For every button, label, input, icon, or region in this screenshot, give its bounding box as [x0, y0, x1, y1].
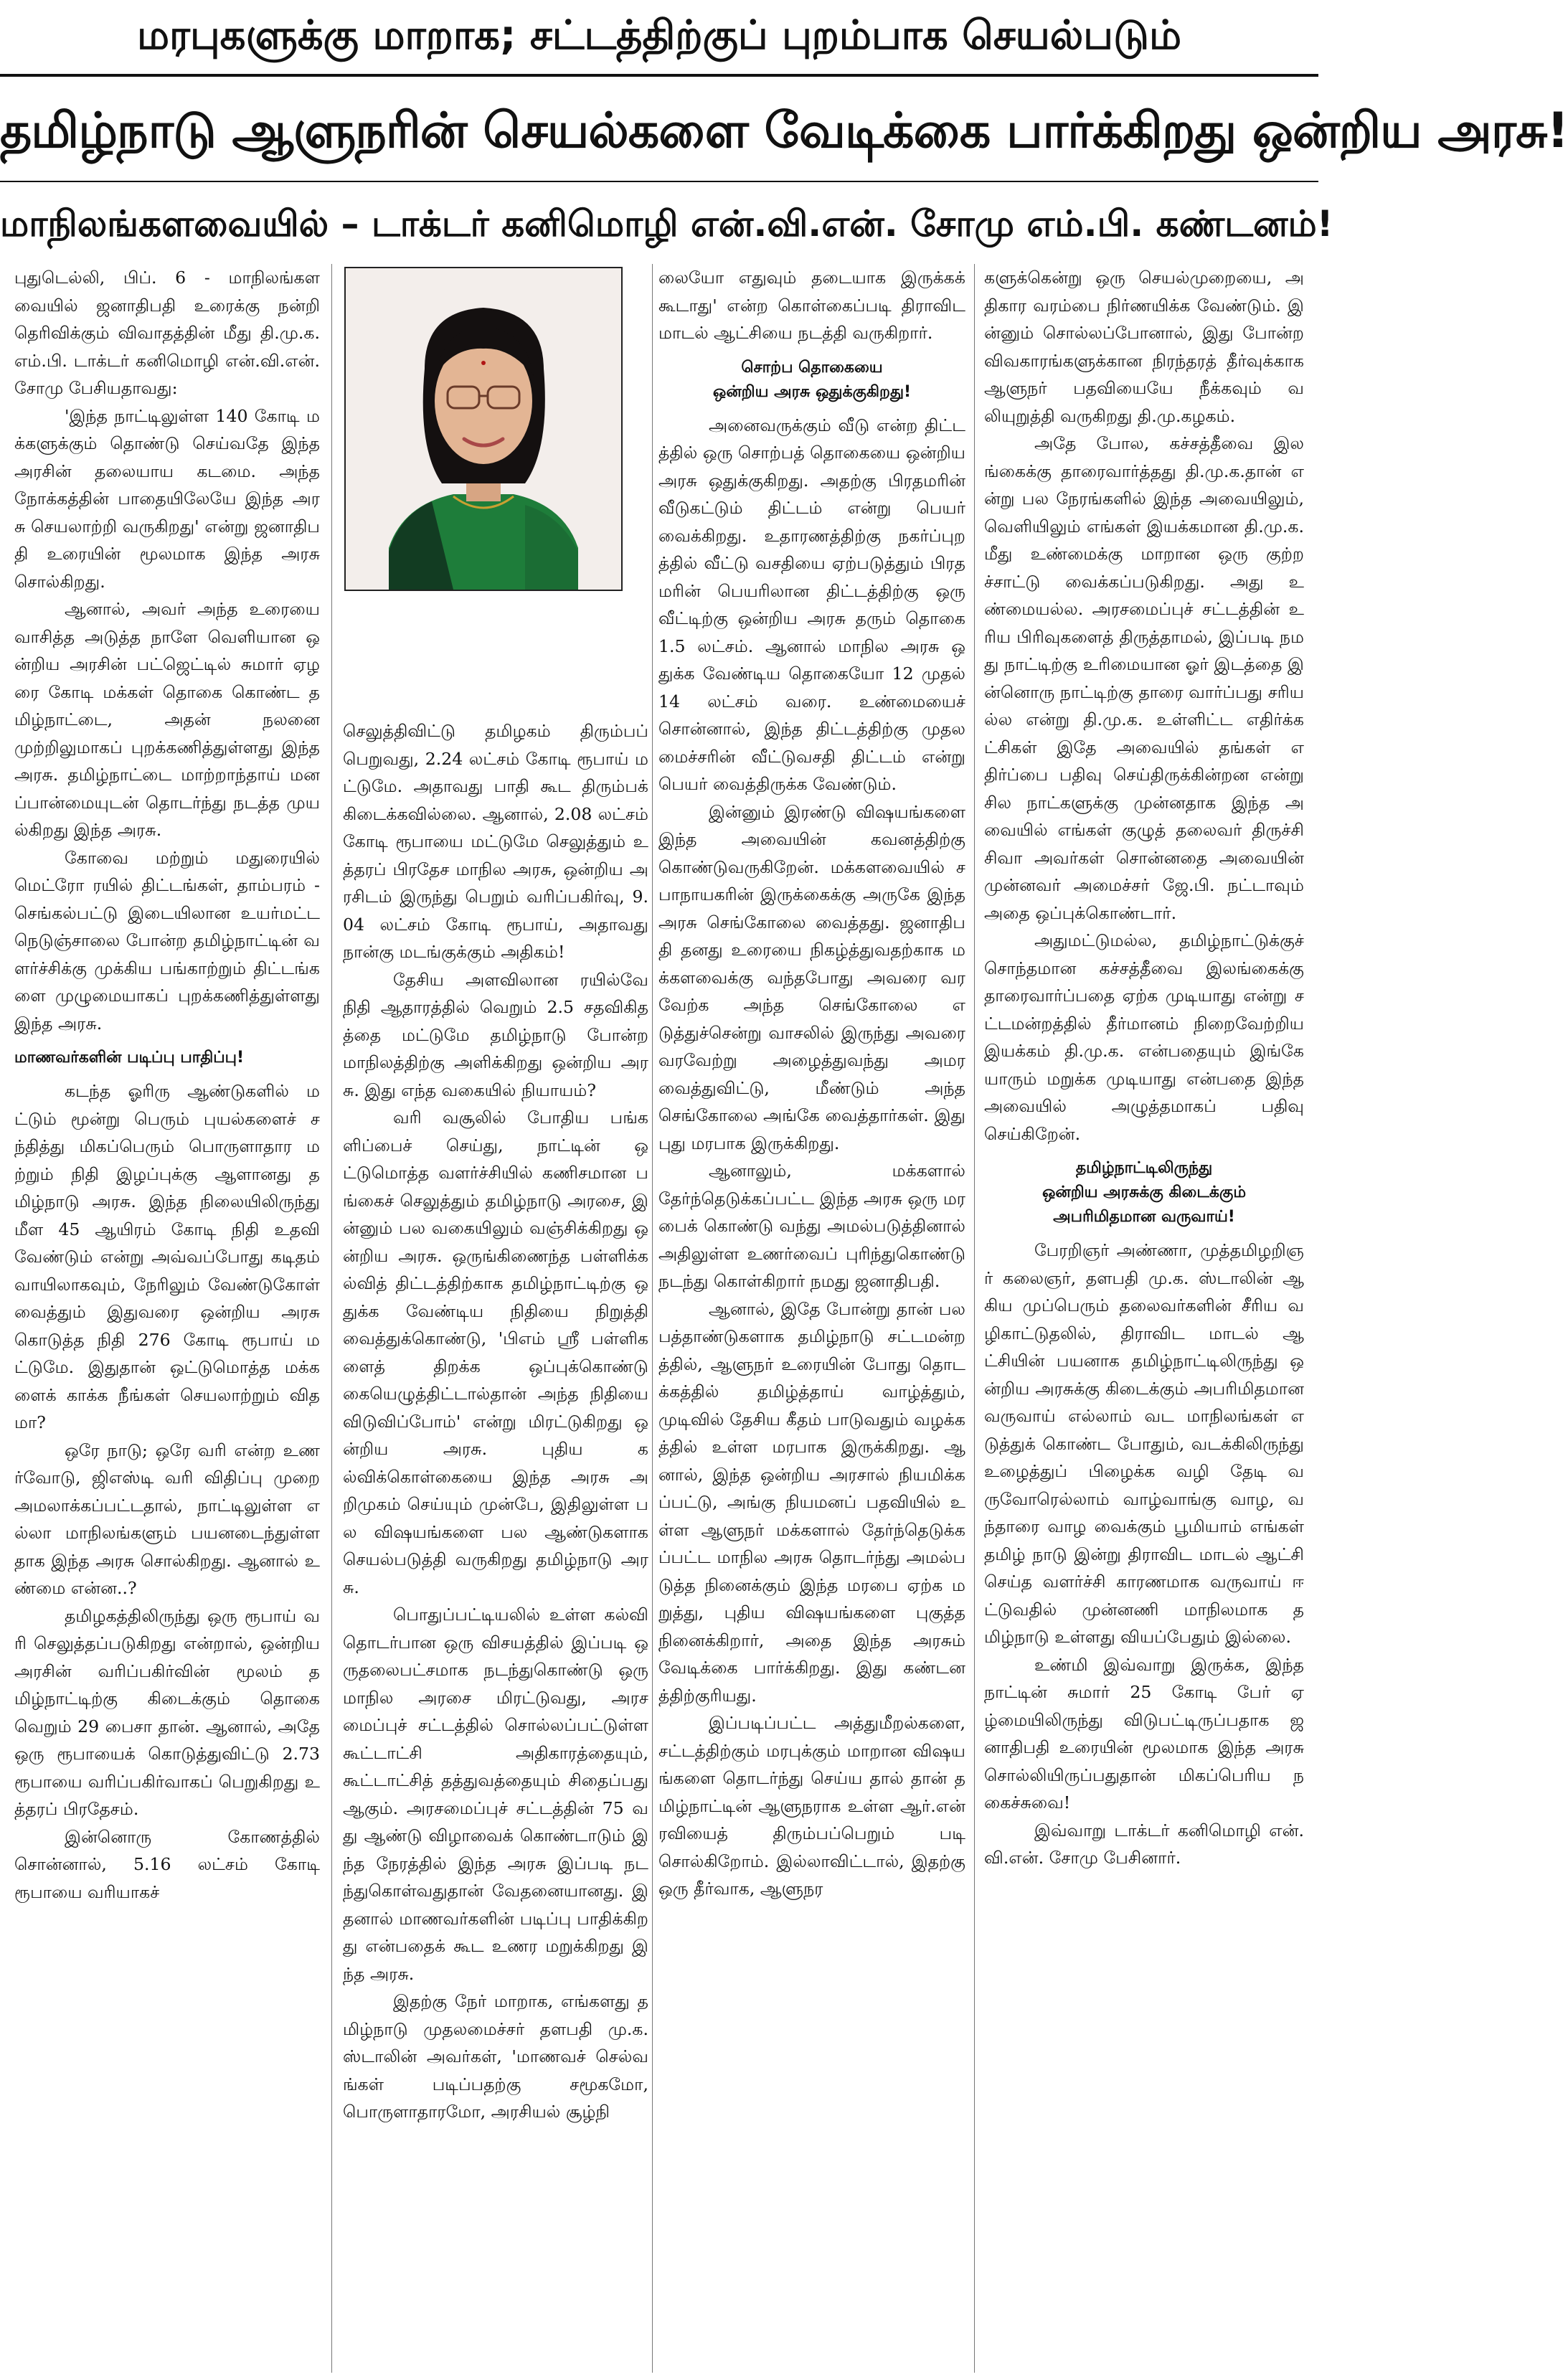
subheading-line: அபரிமிதமான வருவாய்!: [1053, 1208, 1235, 1226]
paragraph: உண்மி இவ்வாறு இருக்க, இந்த நாட்டின் சுமார் 25 கோடி பேர் ஏழ்மையிலிருந்து விடுபட்டிருப்பதாக ஜனாதிபதி உரையின் மூலமாக இந்த அரசு சொல்லியிருப்பதுதான் மிகப்பெரிய நகைச்சுவை!: [984, 1654, 1304, 1813]
paragraph: பொதுப்பட்டியலில் உள்ள கல்வி தொடர்பான ஒரு விசயத்தில் இப்படி ஒருதலைபட்சமாக நடந்துகொண்டு ஒரு மாநில அரசை மிரட்டுவது, அரசமைப்புச் சட்டத்தில் சொல்லப்பட்டுள்ள கூட்டாட்சி அதிகாரத்தையும், கூட்டாட்சித் தத்துவத்தையும் சிதைப்பது ஆகும். அரசமைப்புச் சட்டத்தின் 75 வது ஆண்டு விழாவைக் கொண்டாடும் இந்த நேரத்தில் இந்த அரசு இப்படி நடந்துகொள்வதுதான் வேதனையானது. இதனால் மாணவர்களின் படிப்பு பாதிக்கிறது என்பதைக் கூட உணர மறுக்கிறது இந்த அரசு.: [343, 1605, 648, 1984]
paragraph: இதற்கு நேர் மாறாக, எங்களது தமிழ்நாடு முதலமைச்சர் தளபதி மு.க. ஸ்டாலின் அவர்கள், 'மாணவச் செல்வங்கள் படிப்பதற்கு சமூகமோ, பொருளாதாரமோ, அரசியல் சூழ்நி: [343, 1991, 648, 2122]
paragraph: பேரறிஞர் அண்ணா, முத்தமிழறிஞர் கலைஞர், தளபதி மு.க. ஸ்டாலின் ஆகிய முப்பெரும் தலைவர்களின் சீரிய வழிகாட்டுதலில், திராவிட மாடல் ஆட்சியின் பயனாக தமிழ்நாட்டிலிருந்து ஒன்றிய அரசுக்கு கிடைக்கும் அபரிமிதமான வருவாய் எல்லாம் வட மாநிலங்கள் எடுத்துக் கொண்ட போதும், வடக்கிலிருந்து உழைத்துப் பிழைக்க வழி தேடி வருவோரெல்லாம் வாழ்வாங்கு வாழ, வந்தாரை வாழ வைக்கும் பூமியாம் எங்கள் தமிழ் நாடு இன்று திராவிட மாடல் ஆட்சி செய்த வளர்ச்சி காரணமாக வருவாய் ஈட்டுவதில் முன்னணி மாநிலமாக தமிழ்நாடு உள்ளது வியப்பேதும் இல்லை.: [984, 1240, 1304, 1647]
subheading-line: ஒன்றிய அரசுக்கு கிடைக்கும்: [1042, 1183, 1247, 1201]
paragraph: கோவை மற்றும் மதுரையில் மெட்ரோ ரயில் திட்டங்கள், தாம்பரம் - செங்கல்பட்டு இடையிலான உயர்மட்ட நெடுஞ்சாலை போன்ற தமிழ்நாட்டின் வளர்ச்சிக்கு முக்கிய பங்காற்றும் திட்டங்களை முழுமையாகப் புறக்கணித்துள்ளது இந்த அரசு.: [14, 847, 320, 1034]
section-subheading: [658, 356, 965, 405]
subheading-line: ஒன்றிய அரசு ஒதுக்குகிறது!: [712, 382, 912, 401]
paragraph: ஆனால், இதே போன்று தான் பல பத்தாண்டுகளாக தமிழ்நாடு சட்டமன்றத்தில், ஆளுநர் உரையின் போது தொடக்கத்தில் தமிழ்த்தாய் வாழ்த்தும், முடிவில் தேசிய கீதம் பாடுவதும் வழக்கத்தில் உள்ள மரபாக இருக்கிறது. ஆனால், இந்த ஒன்றிய அரசால் நியமிக்கப்பட்டு, அங்கு நியமனப் பதவியில் உள்ள ஆளுநர் மக்களால் தேர்ந்தெடுக்கப்பட்ட மாநில அரசு தொடர்ந்து அமல்படுத்த நினைக்கும் இந்த மரபை ஏற்க மறுத்து, புதிய விஷயங்களை புகுத்த நினைக்கிறார், அதை இந்த அரசும் வேடிக்கை பார்க்கிறது. இது கண்டனத்திற்குரியது.: [658, 1298, 965, 1706]
paragraph: அதே போல, கச்சத்தீவை இலங்கைக்கு தாரைவார்த்தது தி.மு.க.தான் என்று பல நேரங்களில் இந்த அவையிலும், வெளியிலும் எங்கள் இயக்கமான தி.மு.க. மீது உண்மைக்கு மாறான ஒரு குற்றச்சாட்டு வைக்கப்படுகிறது. அது உண்மையல்ல. அரசமைப்புச் சட்டத்தின் உரிய பிரிவுகளைத் திருத்தாமல், இப்படி நமது நாட்டிற்கு உரிமையான ஓர் இடத்தை இன்னொரு நாட்டிற்கு தாரை வார்ப்பது சரியல்ல என்று தி.மு.க. உள்ளிட்ட எதிர்க்கட்சிகள் இதே அவையில் தங்கள் எதிர்ப்பை பதிவு செய்திருக்கின்றன என்று சில நாட்களுக்கு முன்னதாக இந்த அவையில் எங்கள் குழுத் தலைவர் திருச்சி சிவா அவர்கள் சொன்னதை அவையின் முன்னவர் அமைச்சர் ஜே.பி. நட்டாவும் அதை ஒப்புக்கொண்டார்.: [984, 433, 1304, 923]
headline-rule: [0, 181, 1318, 182]
paragraph: வரி வசூலில் போதிய பங்களிப்பைச் செய்து, நாட்டின் ஒட்டுமொத்த வளர்ச்சியில் கணிசமான பங்கைச் செலுத்தும் தமிழ்நாடு அரசை, இன்னும் பல வகையிலும் வஞ்சிக்கிறது ஒன்றிய அரசு. ஒருங்கிணைந்த பள்ளிக்கல்வித் திட்டத்திற்காக தமிழ்நாட்டிற்கு ஒதுக்க வேண்டிய நிதியை நிறுத்தி வைத்துக்கொண்டு, 'பிஎம் ஸ்ரீ பள்ளிகளைத் திறக்க ஒப்புக்கொண்டு கையெழுத்திட்டால்தான் அந்த நிதியை விடுவிப்போம்' என்று மிரட்டுகிறது ஒன்றிய அரசு. புதிய கல்விக்கொள்கையை இந்த அரசு அறிமுகம் செய்யும் முன்பே, இதிலுள்ள பல விஷயங்களை பல ஆண்டுகளாக செயல்படுத்தி வருகிறது தமிழ்நாடு அரசு.: [343, 1107, 648, 1597]
paragraph: கடந்த ஓரிரு ஆண்டுகளில் மட்டும் மூன்று பெரும் புயல்களைச் சந்தித்து மிகப்பெரும் பொருளாதார மற்றும் நிதி இழப்புக்கு ஆளானது தமிழ்நாடு அரசு. இந்த நிலையிலிருந்து மீள 45 ஆயிரம் கோடி நிதி உதவி வேண்டும் என்று அவ்வப்போது கடிதம் வாயிலாகவும், நேரிலும் வேண்டுகோள் வைத்தும் இதுவரை ஒன்றிய அரசு கொடுத்த நிதி 276 கோடி ரூபாய் மட்டுமே. இதுதான் ஒட்டுமொத்த மக்களைக் காக்க நீங்கள் செயலாற்றும் விதமா?: [14, 1081, 320, 1432]
column-divider: [652, 264, 653, 2373]
kicker-rule: [0, 74, 1318, 77]
paragraph: இன்னும் இரண்டு விஷயங்களை இந்த அவையின் கவனத்திற்கு கொண்டுவருகிறேன். மக்களவையில் சபாநாயகரின் இருக்கைக்கு அருகே இந்த அரசு செங்கோலை வைத்தது. ஜனாதிபதி தனது உரையை நிகழ்த்துவதற்காக மக்களவைக்கு வந்தபோது அவரை வரவேற்க அந்த செங்கோலை எடுத்துச்சென்று வாசலில் இருந்து அவரை வரவேற்று அழைத்துவந்து அமர வைத்துவிட்டு, மீண்டும் அந்த செங்கோலை அங்கே வைத்தார்கள். இது புது மரபாக இருக்கிறது.: [658, 801, 965, 1153]
paragraph: ஆனாலும், மக்களால் தேர்ந்தெடுக்கப்பட்ட இந்த அரசு ஒரு மரபைக் கொண்டு வந்து அமல்படுத்தினால் அதிலுள்ள உணர்வைப் புரிந்துகொண்டு நடந்து கொள்கிறார் நமது ஜனாதிபதி.: [658, 1161, 965, 1291]
subheading-line: சொற்ப தொகையை: [741, 358, 883, 377]
portrait-photo-icon: [346, 268, 621, 590]
paragraph: களுக்கென்று ஒரு செயல்முறையை, அதிகார வரம்பை நிர்ணயிக்க வேண்டும். இன்னும் சொல்லப்போனால், இது போன்ற விவகாரங்களுக்கான நிரந்தரத் தீர்வுக்காக ஆளுநர் பதவியையே நீக்கவும் வலியுறுத்தி வருகிறது தி.மு.கழகம்.: [984, 268, 1304, 426]
column-divider: [331, 264, 332, 2373]
main-headline: தமிழ்நாடு ஆளுநரின் செயல்களை வேடிக்கை பார்க்கிறது ஒன்றிய அரசு!: [0, 103, 1568, 159]
paragraph: இன்னொரு கோணத்தில் சொன்னால், 5.16 லட்சம் கோடி ரூபாயை வரியாகச்: [14, 1826, 320, 1902]
paragraph: இவ்வாறு டாக்டர் கனிமொழி என்.வி.என். சோமு பேசினார்.: [984, 1820, 1304, 1868]
subheadline: மாநிலங்களவையில் – டாக்டர் கனிமொழி என்.வி.என். சோமு எம்.பி. கண்டனம்!: [0, 203, 1333, 245]
paragraph: 'இந்த நாட்டிலுள்ள 140 கோடி மக்களுக்கும் தொண்டு செய்வதே இந்த அரசின் தலையாய கடமை. அந்த நோக்கத்தின் பாதையிலேயே இந்த அரசு செயலாற்றி வருகிறது' என்று ஜனாதிபதி உரையின் மூலமாக இந்த அரசு சொல்கிறது.: [14, 405, 320, 592]
paragraph: ஆனால், அவர் அந்த உரையை வாசித்த அடுத்த நாளே வெளியான ஒன்றிய அரசின் பட்ஜெட்டில் சுமார் ஏழரை கோடி மக்கள் தொகை கொண்ட தமிழ்நாட்டை, அதன் நலனை முற்றிலுமாகப் புறக்கணித்துள்ளது இந்த அரசு. தமிழ்நாட்டை மாற்றாந்தாய் மனப்பான்மையுடன் தொடர்ந்து நடத்த முயல்கிறது இந்த அரசு.: [14, 599, 320, 840]
paragraph: அனைவருக்கும் வீடு என்ற திட்டத்தில் ஒரு சொற்பத் தொகையை ஒன்றிய அரசு ஒதுக்குகிறது. அதற்கு பிரதமரின் வீடுகட்டும் திட்டம் என்று பெயர் வைக்கிறது. உதாரணத்திற்கு நகர்ப்புறத்தில் வீட்டு வசதியை ஏற்படுத்தும் பிரதமரின் பெயரிலான திட்டத்திற்கு ஒரு வீட்டிற்கு ஒன்றிய அரசு தரும் தொகை 1.5 லட்சம். ஆனால் மாநில அரசு ஒதுக்க வேண்டிய தொகையோ 12 முதல் 14 லட்சம் வரை. உண்மையைச் சொன்னால், இந்த திட்டத்திற்கு முதலமைச்சரின் வீட்டுவசதி திட்டம் என்று பெயர் வைத்திருக்க வேண்டும்.: [658, 415, 965, 794]
portrait-photo: [344, 267, 623, 591]
paragraph: இப்படிப்பட்ட அத்துமீறல்களை, சட்டத்திற்கும் மரபுக்கும் மாறான விஷயங்களை தொடர்ந்து செய்ய தால் தான் தமிழ்நாட்டின் ஆளுநராக உள்ள ஆர்.என் ரவியைத் திரும்பப்பெறும் படி சொல்கிறோம். இல்லாவிட்டால், இதற்கு ஒரு தீர்வாக, ஆளுநர: [658, 1713, 965, 1899]
article-column-4: [984, 264, 1304, 2373]
article-column-2: [343, 717, 648, 2373]
paragraph: செலுத்திவிட்டு தமிழகம் திரும்பப் பெறுவது, 2.24 லட்சம் கோடி ரூபாய் மட்டுமே. அதாவது பாதி கூட திரும்பக் கிடைக்கவில்லை. ஆனால், 2.08 லட்சம் கோடி ரூபாயை மட்டுமே செலுத்தும் உத்தரப் பிரதேச மாநில அரசு, ஒன்றிய அரசிடம் இருந்து பெறும் வரிப்பகிர்வு, 9.04 லட்சம் கோடி ரூபாய், அதாவது நான்கு மடங்குக்கும் அதிகம்!: [343, 721, 648, 962]
section-subheading: [984, 1156, 1304, 1229]
paragraph: லையோ எதுவும் தடையாக இருக்கக் கூடாது' என்ற கொள்கைப்படி திராவிட மாடல் ஆட்சியை நடத்தி வருகிறார்.: [658, 268, 965, 343]
section-subheading: மாணவர்களின் படிப்பு பாதிப்பு!: [14, 1049, 245, 1067]
column-divider: [974, 264, 975, 2373]
paragraph: புதுடெல்லி, பிப். 6 - மாநிலங்களவையில் ஜனாதிபதி உரைக்கு நன்றி தெரிவிக்கும் விவாதத்தின் மீது தி.மு.க. எம்.பி. டாக்டர் கனிமொழி என்.வி.என். சோமு பேசியதாவது:: [14, 268, 320, 398]
kicker-headline: மரபுகளுக்கு மாறாக; சட்டத்திற்குப் புறம்பாக செயல்படும்: [136, 12, 1182, 59]
article-column-1: [14, 264, 320, 2373]
paragraph: தேசிய அளவிலான ரயில்வே நிதி ஆதாரத்தில் வெறும் 2.5 சதவிகிதத்தை மட்டுமே தமிழ்நாடு போன்ற மாநிலத்திற்கு அளிக்கிறது ஒன்றிய அரசு. இது எந்த வகையில் நியாயம்?: [343, 969, 648, 1100]
article-column-3: [658, 264, 965, 2373]
paragraph: அதுமட்டுமல்ல, தமிழ்நாட்டுக்குச் சொந்தமான கச்சத்தீவை இலங்கைக்கு தாரைவார்ப்பதை ஏற்க முடியாது என்று சட்டமன்றத்தில் தீர்மானம் நிறைவேற்றிய இயக்கம் தி.மு.க. என்பதையும் இங்கே யாரும் மறுக்க முடியாது என்பதை இந்த அவையில் அழுத்தமாகப் பதிவு செய்கிறேன்.: [984, 930, 1304, 1144]
subheading-line: தமிழ்நாட்டிலிருந்து: [1075, 1159, 1213, 1177]
paragraph: ஒரே நாடு; ஒரே வரி என்ற உணர்வோடு, ஜிஎஸ்டி வரி விதிப்பு முறை அமலாக்கப்பட்டதால், நாட்டிலுள்ள எல்லா மாநிலங்களும் பயனடைந்துள்ளதாக இந்த அரசு சொல்கிறது. ஆனால் உண்மை என்ன..?: [14, 1440, 320, 1598]
paragraph: தமிழகத்திலிருந்து ஒரு ரூபாய் வரி செலுத்தப்படுகிறது என்றால், ஒன்றிய அரசின் வரிப்பகிர்வின் மூலம் தமிழ்நாட்டிற்கு கிடைக்கும் தொகை வெறும் 29 பைசா தான். ஆனால், அதே ஒரு ரூபாயைக் கொடுத்துவிட்டு 2.73 ரூபாயை வரிப்பகிர்வாகப் பெறுகிறது உத்தரப் பிரதேசம்.: [14, 1605, 320, 1819]
